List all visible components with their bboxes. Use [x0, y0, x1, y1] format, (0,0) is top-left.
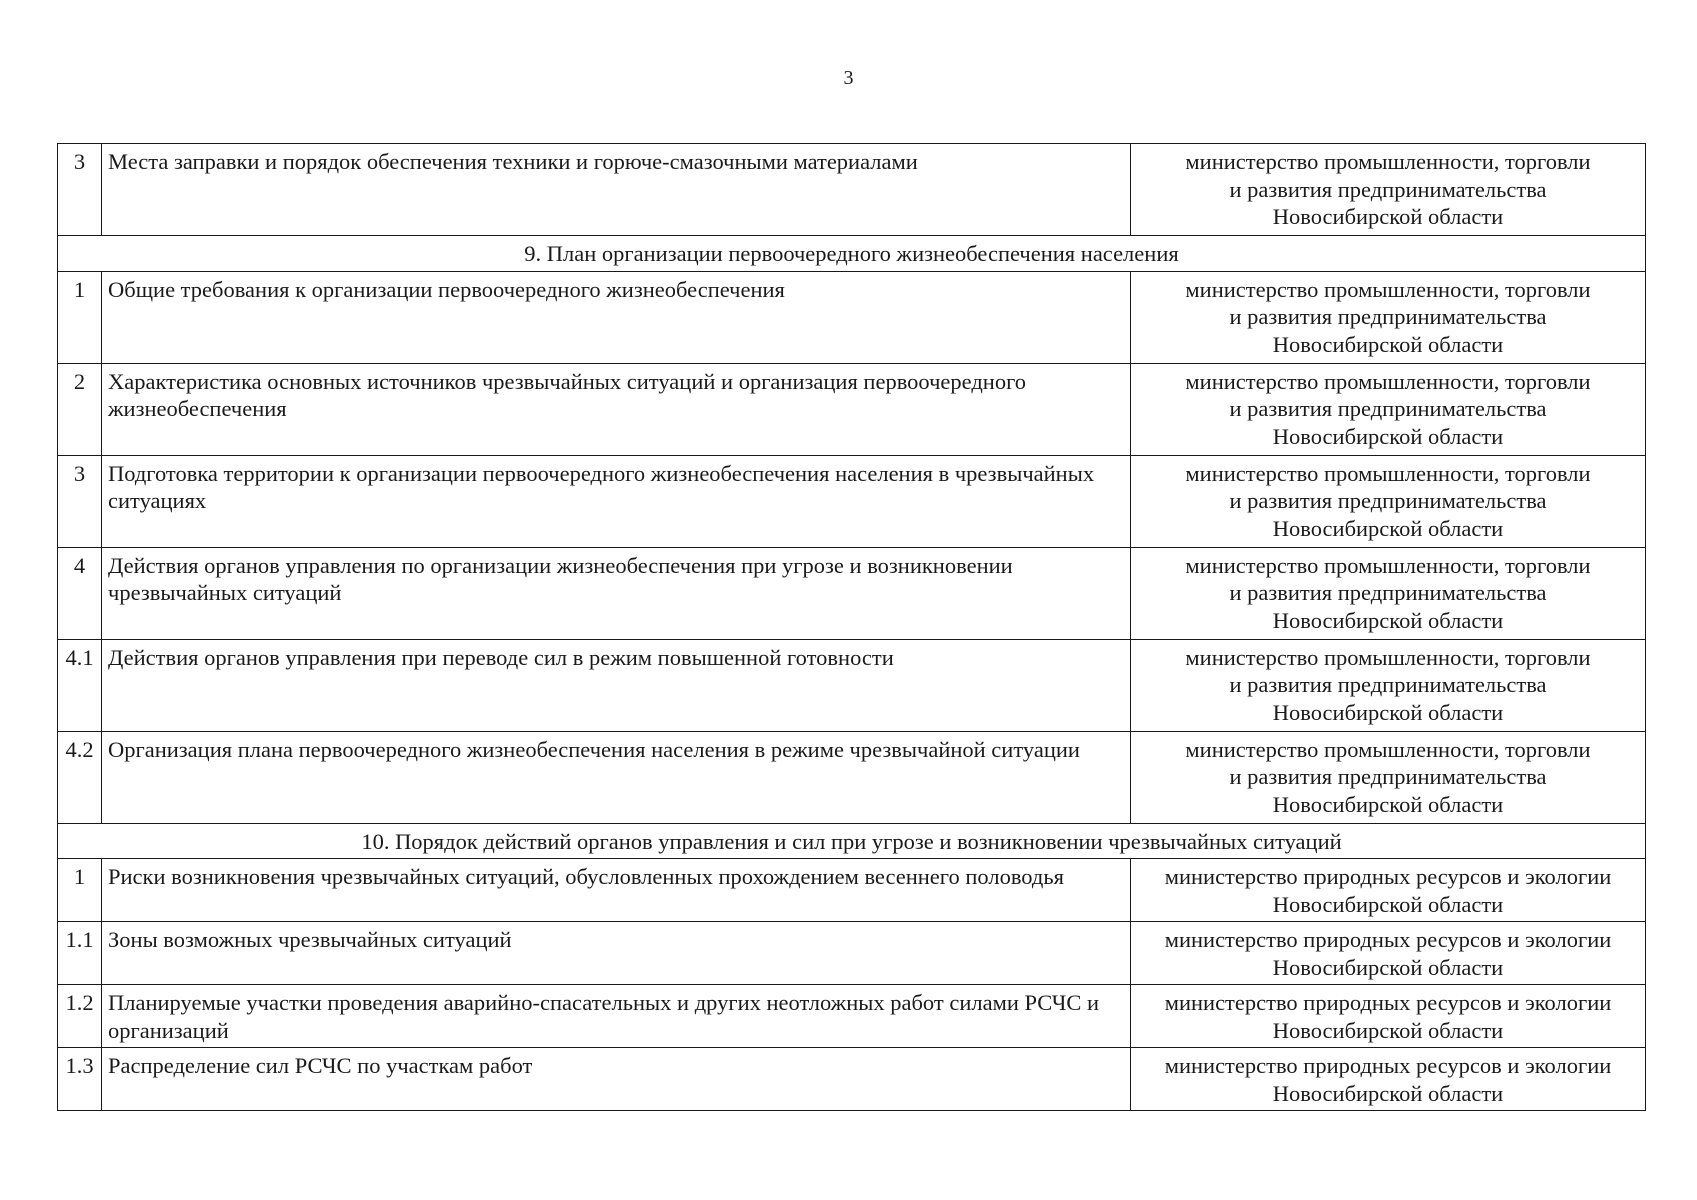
responsible-line: министерство природных ресурсов и экологии: [1164, 864, 1612, 889]
table-row: [58, 363, 1646, 455]
item-number: 3: [58, 144, 102, 236]
item-title: Организация плана первоочередного жизнеобеспечения населения в режиме чрезвычайной ситуации: [102, 731, 1131, 823]
responsible-line: и развития предпринимательства: [1229, 488, 1547, 513]
responsible-line: и развития предпринимательства: [1229, 396, 1547, 421]
responsible-line: министерство природных ресурсов и экологии: [1164, 990, 1612, 1015]
item-title: Распределение сил РСЧС по участкам работ: [102, 1048, 1131, 1111]
table-row: [58, 1048, 1646, 1111]
responsible-organization: [1131, 859, 1646, 922]
responsible-line: министерство природных ресурсов и экологии: [1164, 1053, 1612, 1078]
responsible-line: министерство промышленности, торговли: [1185, 368, 1591, 394]
item-title: Характеристика основных источников чрезвычайных ситуаций и организация первоочередного жизнеобеспечения: [102, 363, 1131, 455]
section-title: 9. План организации первоочередного жизнеобеспечения населения: [58, 236, 1646, 272]
responsible-line: министерство промышленности, торговли: [1185, 644, 1591, 670]
table-row: [58, 547, 1646, 639]
responsible-line: министерство природных ресурсов и экологии: [1164, 927, 1612, 952]
responsible-line: министерство промышленности, торговли: [1185, 736, 1591, 762]
table-row: [58, 455, 1646, 547]
document-table: [57, 143, 1646, 1111]
table-row: [58, 271, 1646, 363]
responsible-line: министерство промышленности, торговли: [1185, 460, 1591, 486]
item-title: Риски возникновения чрезвычайных ситуаций, обусловленных прохождением весеннего половодья: [102, 859, 1131, 922]
item-number: 1.3: [58, 1048, 102, 1111]
item-title: Подготовка территории к организации первоочередного жизнеобеспечения населения в чрезвычайных ситуациях: [102, 455, 1131, 547]
responsible-line: Новосибирской области: [1272, 954, 1504, 980]
responsible-organization: [1131, 985, 1646, 1048]
responsible-organization: [1131, 547, 1646, 639]
responsible-line: и развития предпринимательства: [1229, 176, 1547, 202]
responsible-line: Новосибирской области: [1272, 891, 1504, 917]
responsible-organization: [1131, 1048, 1646, 1111]
table-row: [58, 639, 1646, 731]
section-title: 10. Порядок действий органов управления и сил при угрозе и возникновении чрезвычайных ситуаций: [58, 823, 1646, 859]
item-title: Места заправки и порядок обеспечения техники и горюче-смазочными материалами: [102, 144, 1131, 236]
responsible-line: и развития предпринимательства: [1229, 764, 1547, 789]
item-title: Общие требования к организации первоочередного жизнеобеспечения: [102, 271, 1131, 363]
table-body: [58, 144, 1646, 1111]
section-header-row: [58, 236, 1646, 272]
responsible-line: Новосибирской области: [1272, 1080, 1504, 1106]
responsible-line: и развития предпринимательства: [1229, 304, 1547, 329]
responsible-line: министерство промышленности, торговли: [1185, 149, 1591, 174]
item-number: 1.2: [58, 985, 102, 1048]
item-title: Действия органов управления по организации жизнеобеспечения при угрозе и возникновении чрезвычайных ситуаций: [102, 547, 1131, 639]
responsible-line: Новосибирской области: [1272, 791, 1504, 817]
item-number: 4.2: [58, 731, 102, 823]
responsible-line: министерство промышленности, торговли: [1185, 276, 1591, 302]
item-number: 1: [58, 271, 102, 363]
responsible-line: Новосибирской области: [1272, 1017, 1504, 1043]
responsible-line: Новосибирской области: [1272, 699, 1504, 725]
item-title: Планируемые участки проведения аварийно-спасательных и других неотложных работ силами РСЧС и организаций: [102, 985, 1131, 1048]
responsible-organization: [1131, 363, 1646, 455]
table-row: [58, 922, 1646, 985]
page-number: 3: [843, 67, 854, 89]
item-number: 1: [58, 859, 102, 922]
table-row: [58, 144, 1646, 236]
responsible-line: министерство промышленности, торговли: [1185, 552, 1591, 578]
item-title: Зоны возможных чрезвычайных ситуаций: [102, 922, 1131, 985]
responsible-organization: [1131, 144, 1646, 236]
section-header-row: [58, 823, 1646, 859]
item-number: 4: [58, 547, 102, 639]
responsible-line: Новосибирской области: [1272, 607, 1504, 633]
responsible-organization: [1131, 922, 1646, 985]
item-number: 2: [58, 363, 102, 455]
responsible-line: Новосибирской области: [1272, 331, 1504, 357]
responsible-organization: [1131, 731, 1646, 823]
responsible-line: и развития предпринимательства: [1229, 672, 1547, 697]
item-number: 4.1: [58, 639, 102, 731]
responsible-organization: [1131, 271, 1646, 363]
responsible-line: Новосибирской области: [1272, 423, 1504, 449]
item-number: 3: [58, 455, 102, 547]
responsible-line: и развития предпринимательства: [1229, 580, 1547, 605]
responsible-line: Новосибирской области: [1272, 204, 1504, 229]
responsible-organization: [1131, 639, 1646, 731]
item-title: Действия органов управления при переводе сил в режим повышенной готовности: [102, 639, 1131, 731]
item-number: 1.1: [58, 922, 102, 985]
responsible-line: Новосибирской области: [1272, 515, 1504, 541]
responsible-organization: [1131, 455, 1646, 547]
table-row: [58, 985, 1646, 1048]
table-row: [58, 731, 1646, 823]
table-row: [58, 859, 1646, 922]
